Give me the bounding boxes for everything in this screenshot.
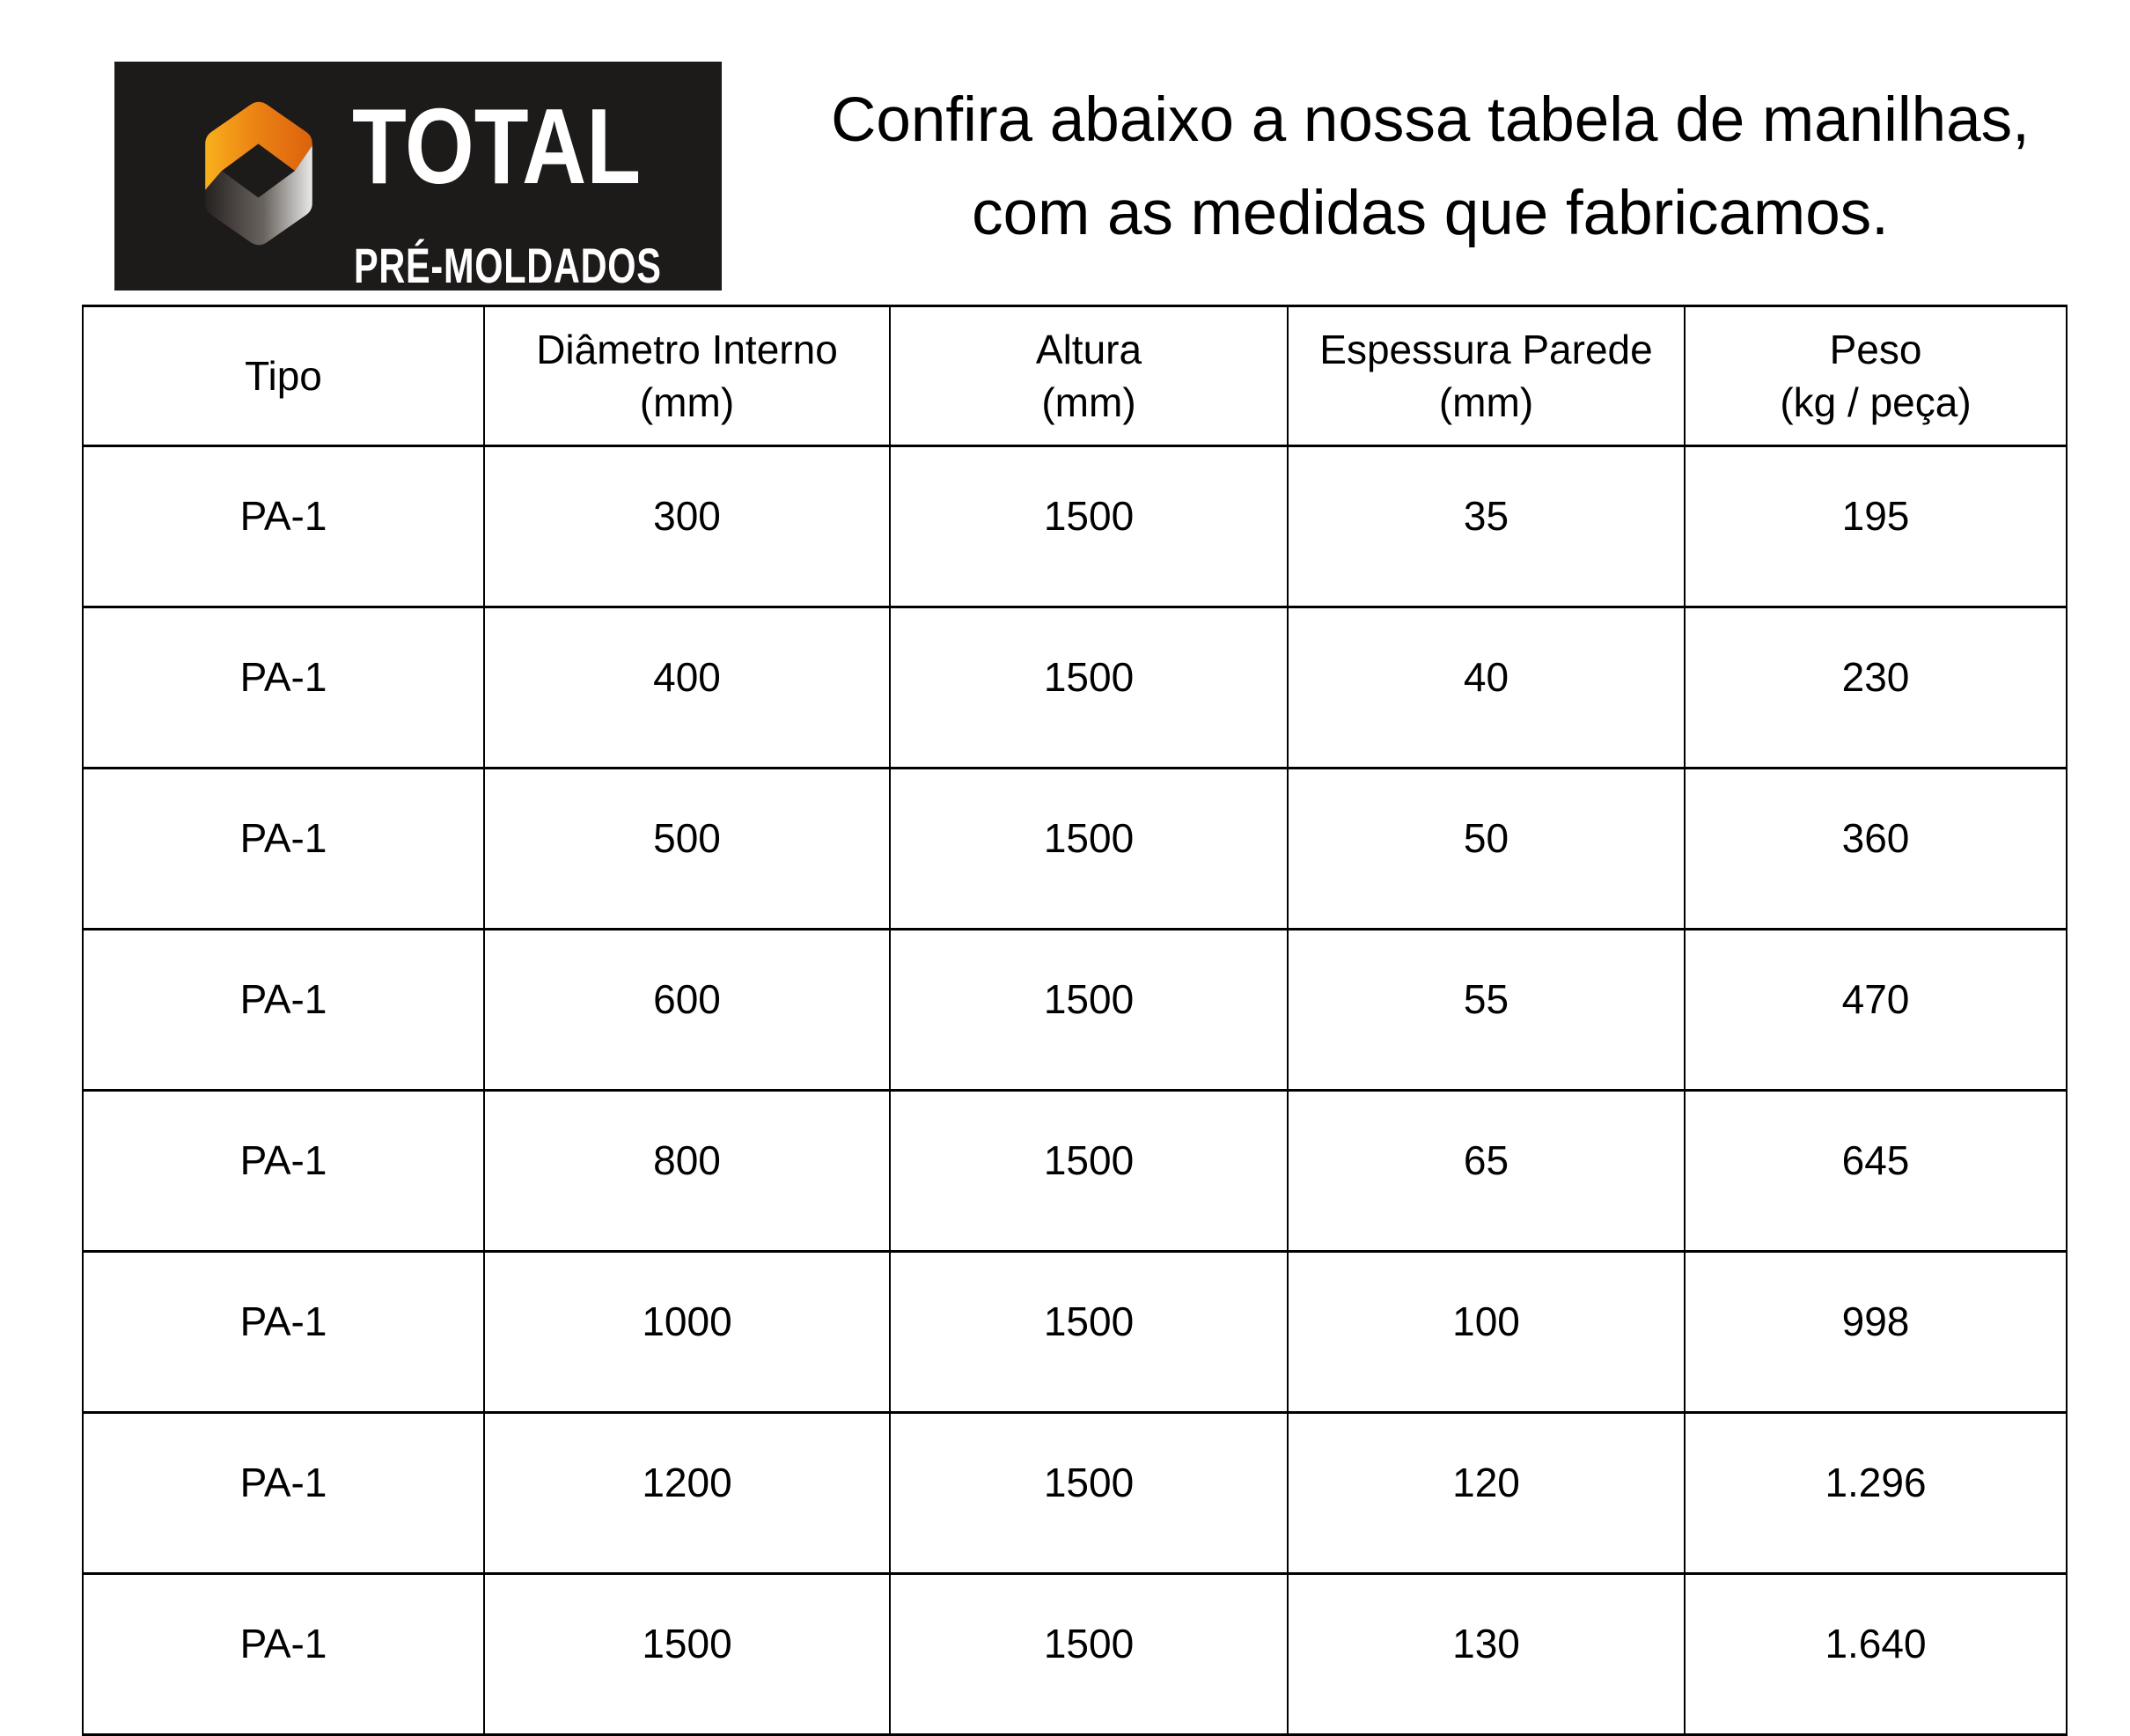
column-header-espessura-parede bbox=[1288, 306, 1685, 446]
table-cell: PA-1 bbox=[83, 607, 484, 769]
table-cell: 35 bbox=[1288, 446, 1685, 607]
table-cell: 998 bbox=[1685, 1252, 2067, 1413]
table-cell: 1500 bbox=[890, 930, 1288, 1091]
logo-brand-text: TOTAL bbox=[352, 86, 642, 206]
table-cell: 65 bbox=[1288, 1091, 1685, 1252]
column-header-altura bbox=[890, 306, 1288, 446]
column-header-label: Altura bbox=[1035, 327, 1142, 372]
manilhas-spec-table bbox=[82, 305, 2068, 1736]
table-cell: 300 bbox=[484, 446, 890, 607]
column-header-diametro-interno bbox=[484, 306, 890, 446]
table-cell: 50 bbox=[1288, 769, 1685, 930]
table-cell: 130 bbox=[1288, 1574, 1685, 1735]
table-cell: 1500 bbox=[890, 1413, 1288, 1574]
table-cell: 470 bbox=[1685, 930, 2067, 1091]
column-header-label: Espessura Parede bbox=[1319, 327, 1653, 372]
table-cell: 120 bbox=[1288, 1413, 1685, 1574]
table-cell: 1.640 bbox=[1685, 1574, 2067, 1735]
table-cell: 645 bbox=[1685, 1091, 2067, 1252]
column-header-label: Tipo bbox=[245, 353, 322, 399]
table-row bbox=[83, 769, 2067, 930]
table-cell: 40 bbox=[1288, 607, 1685, 769]
table-cell: 100 bbox=[1288, 1252, 1685, 1413]
logo-subbrand-text: PRÉ-MOLDADOS bbox=[354, 238, 662, 293]
table-row bbox=[83, 446, 2067, 607]
table-cell: 1500 bbox=[890, 1252, 1288, 1413]
column-header-tipo bbox=[83, 306, 484, 446]
column-header-unit: (mm) bbox=[1438, 379, 1534, 425]
header-row bbox=[83, 306, 2067, 446]
table-cell: PA-1 bbox=[83, 1252, 484, 1413]
column-header-unit: (mm) bbox=[1041, 379, 1136, 425]
table-cell: 1200 bbox=[484, 1413, 890, 1574]
table-cell: 1500 bbox=[890, 446, 1288, 607]
table-cell: 1.296 bbox=[1685, 1413, 2067, 1574]
table-cell: 230 bbox=[1685, 607, 2067, 769]
table-cell: 55 bbox=[1288, 930, 1685, 1091]
total-cube-logo-icon bbox=[195, 99, 322, 248]
column-header-unit: (mm) bbox=[639, 379, 735, 425]
table-row bbox=[83, 1413, 2067, 1574]
table-cell: 1500 bbox=[890, 1091, 1288, 1252]
column-header-unit: (kg / peça) bbox=[1780, 379, 1972, 425]
table-row bbox=[83, 1574, 2067, 1735]
table-cell: 1000 bbox=[484, 1252, 890, 1413]
table-cell: 1500 bbox=[484, 1574, 890, 1735]
table-cell: PA-1 bbox=[83, 1091, 484, 1252]
logo bbox=[114, 62, 722, 291]
table-cell: PA-1 bbox=[83, 769, 484, 930]
table-cell: 600 bbox=[484, 930, 890, 1091]
headline-line2: com as medidas que fabricamos. bbox=[972, 179, 1889, 248]
table-cell: 1500 bbox=[890, 607, 1288, 769]
table-body bbox=[83, 446, 2067, 1735]
table-cell: 500 bbox=[484, 769, 890, 930]
table-cell: 800 bbox=[484, 1091, 890, 1252]
table-cell: PA-1 bbox=[83, 1574, 484, 1735]
column-header-peso bbox=[1685, 306, 2067, 446]
column-header-label: Diâmetro Interno bbox=[536, 327, 838, 372]
table-cell: PA-1 bbox=[83, 446, 484, 607]
table-cell: 1500 bbox=[890, 769, 1288, 930]
table-row bbox=[83, 1091, 2067, 1252]
table-cell: PA-1 bbox=[83, 930, 484, 1091]
table-cell: PA-1 bbox=[83, 1413, 484, 1574]
headline bbox=[731, 74, 2130, 261]
table-cell: 400 bbox=[484, 607, 890, 769]
table-row bbox=[83, 1252, 2067, 1413]
table-row bbox=[83, 930, 2067, 1091]
table-cell: 1500 bbox=[890, 1574, 1288, 1735]
table-cell: 195 bbox=[1685, 446, 2067, 607]
table-cell: 360 bbox=[1685, 769, 2067, 930]
column-header-label: Peso bbox=[1829, 327, 1922, 372]
table-row bbox=[83, 607, 2067, 769]
headline-line1: Confira abaixo a nossa tabela de manilhas, bbox=[831, 85, 2030, 155]
